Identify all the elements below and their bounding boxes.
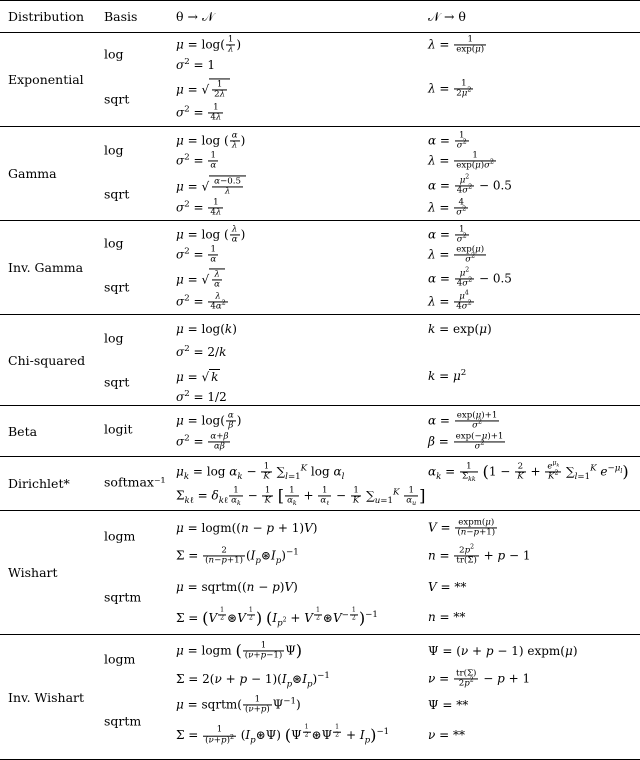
inverse-formula-cell [420, 315, 640, 406]
forward-formula: $\mu_k = \log \alpha_k$ − $\frac{1}{K}$ $\sum_{l=1}^K$ $\log \alpha_l$ [176, 461, 345, 482]
header-inverse-text: 𝒩 → θ [428, 8, 466, 24]
forward-formula: $\sigma^2$ = $\frac{1}{4\lambda}$ [176, 197, 222, 218]
inverse-formula: ν = ** [428, 728, 465, 742]
basis-cell [96, 457, 168, 511]
header-basis: Basis [96, 1, 168, 33]
forward-formula: μ = log( $\frac{\alpha}{\beta}$ ) [176, 410, 242, 431]
forward-formula: μ = log(k) [176, 322, 237, 336]
header-distribution: Distribution [0, 1, 96, 33]
header-row [0, 1, 640, 33]
forward-formula: μ = logm((n − p + 1)V) [176, 521, 318, 535]
forward-formula: μ = √ $\frac{\lambda}{\alpha}$ [176, 268, 225, 289]
table-row [0, 33, 640, 127]
basis-cell [96, 406, 168, 457]
forward-formula: μ = √ $\frac{1}{2\lambda}$ [176, 78, 230, 99]
table-row [0, 457, 640, 511]
inverse-formula-cell [420, 457, 640, 511]
distribution-name: Dirichlet* [0, 457, 96, 511]
forward-formula: μ = log ( $\frac{\alpha}{\lambda}$ ) [176, 130, 246, 151]
basis-cell [96, 127, 168, 221]
distribution-name: Inv. Wishart [0, 635, 96, 760]
inverse-formula: Ψ = ** [428, 698, 469, 712]
inverse-formula: α = $\frac{\mu^2}{4\sigma^2}$ − 0.5 [428, 266, 512, 289]
inverse-formula: α = $\frac{\exp(\mu)+1}{\sigma^2}$ [428, 410, 498, 431]
basis-cell [96, 511, 168, 635]
forward-formula: Σ = $\frac{1}{(\nu+p)^2}$ $(I_p⊛\Psi)$ (Ψ $^{\frac{1}{2}}$ ⊛Ψ $^{\frac{1}{2}}$ + $I_p)^{-1}$ [176, 723, 390, 746]
inverse-formula: λ = $\frac{\exp(\mu)}{\sigma^2}$ [428, 244, 485, 265]
basis-label: log [104, 142, 124, 158]
inverse-formula: α = $\frac{\mu^2}{4\sigma^2}$ − 0.5 [428, 173, 512, 196]
basis-cell [96, 635, 168, 760]
basis-label: softmax⁻¹ [104, 474, 166, 490]
forward-formula: $\sigma^2$ = $\frac{\alpha+\beta}{\alpha\beta}$ [176, 431, 229, 452]
basis-label: sqrtm [104, 589, 142, 605]
table-row [0, 511, 640, 635]
inverse-formula: λ = $\frac{\mu^4}{4\sigma^2}$ [428, 289, 472, 312]
table-row [0, 315, 640, 406]
forward-formula: μ = sqrtm((n − p)V) [176, 580, 298, 594]
table-row [0, 406, 640, 457]
forward-formula-cell [168, 457, 426, 511]
inverse-formula: k = exp(μ) [428, 322, 492, 336]
forward-formula: μ = log ( $\frac{\lambda}{\alpha}$ ) [176, 224, 246, 245]
inverse-formula-cell [420, 127, 640, 221]
forward-formula: Σ = (V $^{\frac{1}{2}}$ ⊛V $^{\frac{1}{2}}$ ) ($I_{p^2} + V$ $^{\frac{1}{2}}$ $⊛V^{- \frac{1}{2}}$ )$^{-1}$ [176, 606, 378, 629]
inverse-formula: V = ** [428, 580, 467, 594]
distribution-name: Gamma [0, 127, 96, 221]
inverse-formula: α = $\frac{1}{\sigma^2}$ [428, 130, 467, 151]
forward-formula-cell [168, 127, 420, 221]
inverse-formula-cell [420, 511, 640, 635]
forward-formula: $\sigma^2$ = $\frac{1}{\alpha}$ [176, 244, 217, 265]
inverse-formula-cell [420, 221, 640, 315]
forward-formula: $\sigma^2$ = $\frac{\lambda}{4\alpha^2}$ [176, 291, 226, 312]
distribution-name: Beta [0, 406, 96, 457]
inverse-formula-cell [420, 406, 640, 457]
inverse-formula: $\alpha_k$ = 1 $\Sigma_{kk}$ (1 − $\frac{2}{K}$ + $e^{\mu_k}$ $K^2$ $\sum_{l=1}^K$ $e^{-\mu_l}$) [428, 459, 629, 484]
inverse-formula: Ψ = (ν + p − 1) expm(μ) [428, 644, 578, 658]
forward-formula-cell [168, 315, 420, 406]
table-row [0, 127, 640, 221]
distribution-name: Exponential [0, 33, 96, 127]
inverse-formula: λ = $\frac{1}{\exp(\mu)}$ [428, 34, 485, 55]
table-row [0, 221, 640, 315]
forward-formula: $\sigma^2 = 2/k$ [176, 344, 227, 359]
distribution-name: Chi-squared [0, 315, 96, 406]
basis-label: logit [104, 421, 133, 437]
inverse-formula: α = $\frac{1}{\sigma^2}$ [428, 224, 467, 245]
forward-formula-cell [168, 511, 420, 635]
basis-cell [96, 221, 168, 315]
forward-formula-cell [168, 635, 420, 760]
basis-label: log [104, 46, 124, 62]
distribution-name: Wishart [0, 511, 96, 635]
inverse-formula: n = ** [428, 610, 466, 624]
forward-formula: $\Sigma_{k\ell} = \delta_{k\ell}$ $\frac{1}{\alpha_k}$ − $\frac{1}{K}$ [ $\frac{1}{\alpha_k}$ + 1 $\alpha_\ell$ − $\frac{1}{K}$ $\sum_{u=1}^K$ $\frac{1}{\alpha_u}$ ] [176, 485, 426, 508]
basis-cell [96, 33, 168, 127]
inverse-formula-cell [420, 635, 640, 760]
inverse-formula-cell [420, 33, 640, 127]
forward-formula: μ = √ $\frac{\alpha-0.5}{\lambda}$ [176, 175, 246, 196]
basis-label: logm [104, 651, 136, 667]
header-forward [168, 1, 420, 33]
inverse-formula: λ = $\frac{1}{\exp(\mu)\sigma^2}$ [428, 150, 494, 171]
forward-formula: Σ = $\frac{2}{(n-p+1)}$ $(I_p⊛I_p)^{-1}$ [176, 545, 299, 566]
forward-formula: μ = log( $\frac{1}{\lambda}$ ) [176, 34, 242, 55]
forward-formula: $\sigma^2$ = $\frac{1}{\alpha}$ [176, 150, 217, 171]
inverse-formula: λ = $\frac{4}{\sigma^2}$ [428, 197, 467, 218]
header-inverse [420, 1, 640, 33]
inverse-formula: $k = \mu^2$ [428, 368, 467, 383]
forward-formula-cell [168, 221, 420, 315]
inverse-formula: λ = $\frac{1}{2\mu^2}$ [428, 78, 472, 99]
basis-label: log [104, 330, 124, 346]
basis-label: sqrt [104, 374, 130, 390]
forward-formula: $\sigma^2 = 1/2$ [176, 389, 227, 404]
forward-formula: μ = logm ( $\frac{1}{(\nu+p-1)}$ Ψ) [176, 640, 303, 661]
inverse-formula: β = $\frac{\exp(-\mu)+1}{\sigma^2}$ [428, 431, 504, 452]
forward-formula: μ = √ k [176, 370, 219, 384]
distribution-name: Inv. Gamma [0, 221, 96, 315]
basis-label: sqrt [104, 186, 130, 202]
forward-formula: $\Sigma = 2(\nu + p - 1)(I_p⊛I_p)^{-1}$ [176, 671, 330, 690]
inverse-formula: ν = $\frac{tr(\Sigma)}{2p^2}$ − p + 1 [428, 668, 531, 689]
forward-formula: $\sigma^2$ = $\frac{1}{4\lambda}$ [176, 102, 222, 123]
basis-label: logm [104, 528, 136, 544]
forward-formula-cell [168, 33, 420, 127]
basis-label: sqrt [104, 91, 130, 107]
inverse-formula: V = $\frac{\exp m(\mu)}{(n-p+1)}$ [428, 517, 496, 538]
basis-label: log [104, 235, 124, 251]
table-body [0, 33, 640, 760]
basis-label: sqrt [104, 279, 130, 295]
basis-label: sqrtm [104, 713, 142, 729]
inverse-formula: n = $\frac{2p^2}{tr(\Sigma)}$ + p − 1 [428, 543, 531, 566]
table-row [0, 635, 640, 760]
forward-formula: μ = sqrtm( $\frac{1}{(\nu+p)}$ $\Psi^{-1}$) [176, 694, 301, 715]
basis-cell [96, 315, 168, 406]
header-forward-text: θ → 𝒩 [176, 8, 214, 24]
forward-formula: $\sigma^2 = 1$ [176, 57, 216, 72]
forward-formula-cell [168, 406, 420, 457]
